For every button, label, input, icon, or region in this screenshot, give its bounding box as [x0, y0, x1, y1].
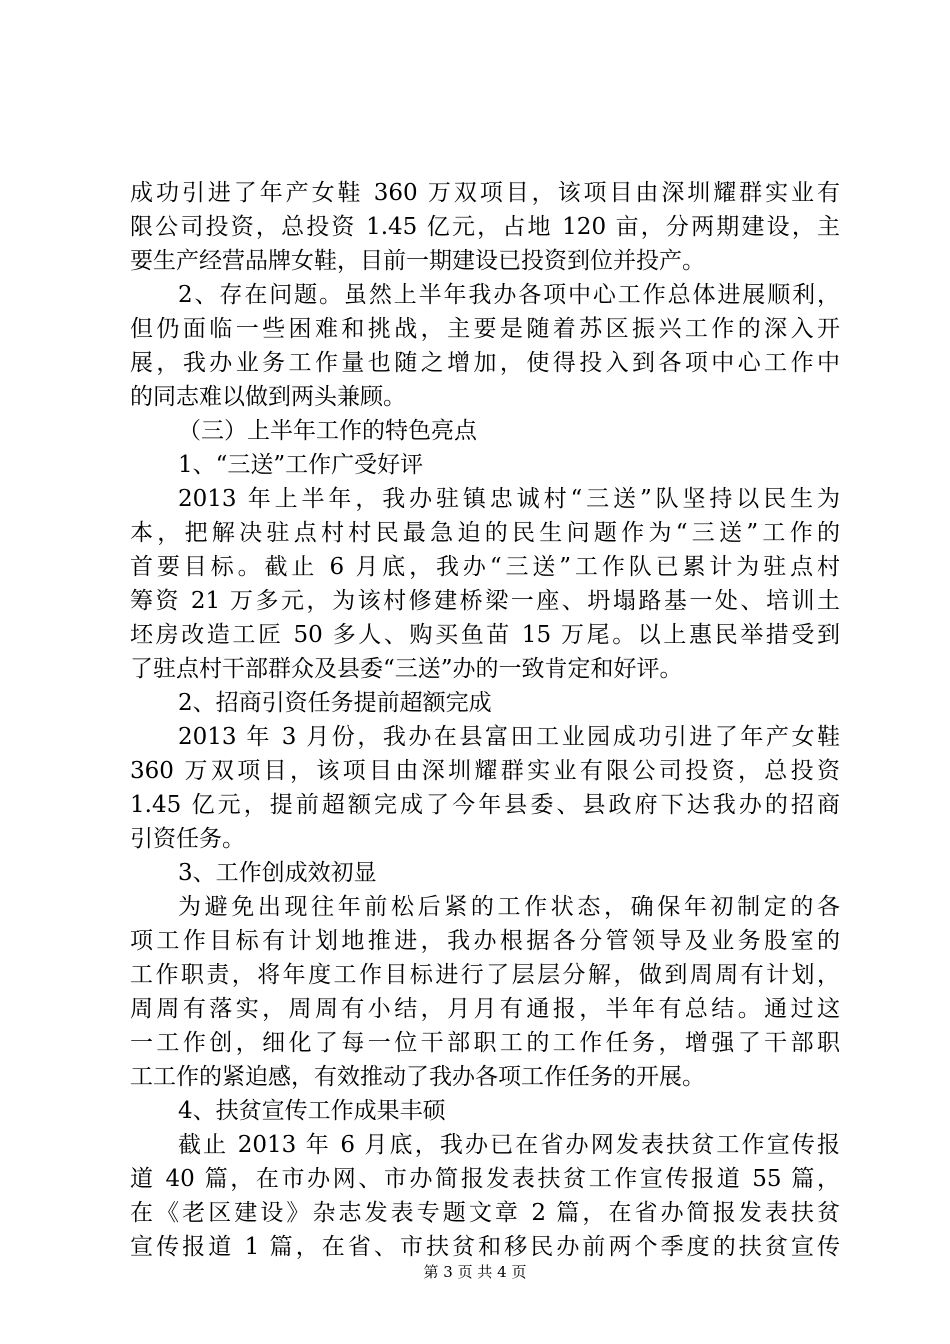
subsection-heading: 1、“三送”工作广受好评	[178, 452, 424, 478]
paragraph-line: 截止 2013 年 6 月底，我办已在省办网发表扶贫工作宣传报	[178, 1132, 840, 1158]
paragraph-line: 360 万双项目，该项目由深圳耀群实业有限公司投资，总投资	[130, 758, 840, 784]
paragraph-line: 项工作目标有计划地推进，我办根据各分管领导及业务股室的	[130, 928, 840, 954]
paragraph-line: 首要目标。截止 6 月底，我办“三送”工作队已累计为驻点村	[130, 554, 840, 580]
paragraph-line: 宣传报道 1 篇，在省、市扶贫和移民办前两个季度的扶贫宣传	[130, 1234, 840, 1260]
subsection-heading: 3、工作创成效初显	[178, 860, 377, 886]
paragraph-line: 2013 年 3 月份，我办在县富田工业园成功引进了年产女鞋	[178, 724, 840, 750]
paragraph-line: 2、存在问题。虽然上半年我办各项中心工作总体进展顺利，	[178, 282, 840, 308]
paragraph-line: 2013 年上半年，我办驻镇忠诚村“三送”队坚持以民生为	[178, 486, 840, 512]
paragraph-line: 了驻点村干部群众及县委“三送”办的一致肯定和好评。	[130, 656, 683, 682]
paragraph-line: 限公司投资，总投资 1.45 亿元，占地 120 亩，分两期建设，主	[130, 214, 840, 240]
paragraph-line: 一工作创，细化了每一位干部职工的工作任务，增强了干部职	[130, 1030, 840, 1056]
paragraph-line: 在《老区建设》杂志发表专题文章 2 篇，在省办简报发表扶贫	[130, 1200, 840, 1226]
subsection-heading: 2、招商引资任务提前超额完成	[178, 690, 492, 716]
paragraph-line: 但仍面临一些困难和挑战，主要是随着苏区振兴工作的深入开	[130, 316, 840, 342]
paragraph-line: 工工作的紧迫感，有效推动了我办各项工作任务的开展。	[130, 1064, 705, 1090]
paragraph-line: 1.45 亿元，提前超额完成了今年县委、县政府下达我办的招商	[130, 792, 840, 818]
paragraph-line: 引资任务。	[130, 826, 245, 852]
subsection-heading: 4、扶贫宣传工作成果丰硕	[178, 1098, 446, 1124]
paragraph-line: 展，我办业务工作量也随之增加，使得投入到各项中心工作中	[130, 350, 840, 376]
paragraph-line: 工作职责，将年度工作目标进行了层层分解，做到周周有计划，	[130, 962, 840, 988]
paragraph-line: 坯房改造工匠 50 多人、购买鱼苗 15 万尾。以上惠民举措受到	[130, 622, 840, 648]
paragraph-line: 要生产经营品牌女鞋，目前一期建设已投资到位并投产。	[130, 248, 705, 274]
paragraph-line: 成功引进了年产女鞋 360 万双项目，该项目由深圳耀群实业有	[130, 180, 840, 206]
paragraph-line: 的同志难以做到两头兼顾。	[130, 384, 406, 410]
paragraph-line: 本，把解决驻点村村民最急迫的民生问题作为“三送”工作的	[130, 520, 840, 546]
paragraph-line: 周周有落实，周周有小结，月月有通报，半年有总结。通过这	[130, 996, 840, 1022]
section-heading: （三）上半年工作的特色亮点	[178, 418, 477, 444]
page-number-footer: 第 3 页 共 4 页	[423, 1263, 527, 1281]
paragraph-line: 道 40 篇，在市办网、市办简报发表扶贫工作宣传报道 55 篇，	[130, 1166, 840, 1192]
paragraph-line: 筹资 21 万多元，为该村修建桥梁一座、坍塌路基一处、培训土	[130, 588, 840, 614]
paragraph-line: 为避免出现往年前松后紧的工作状态，确保年初制定的各	[178, 894, 840, 920]
